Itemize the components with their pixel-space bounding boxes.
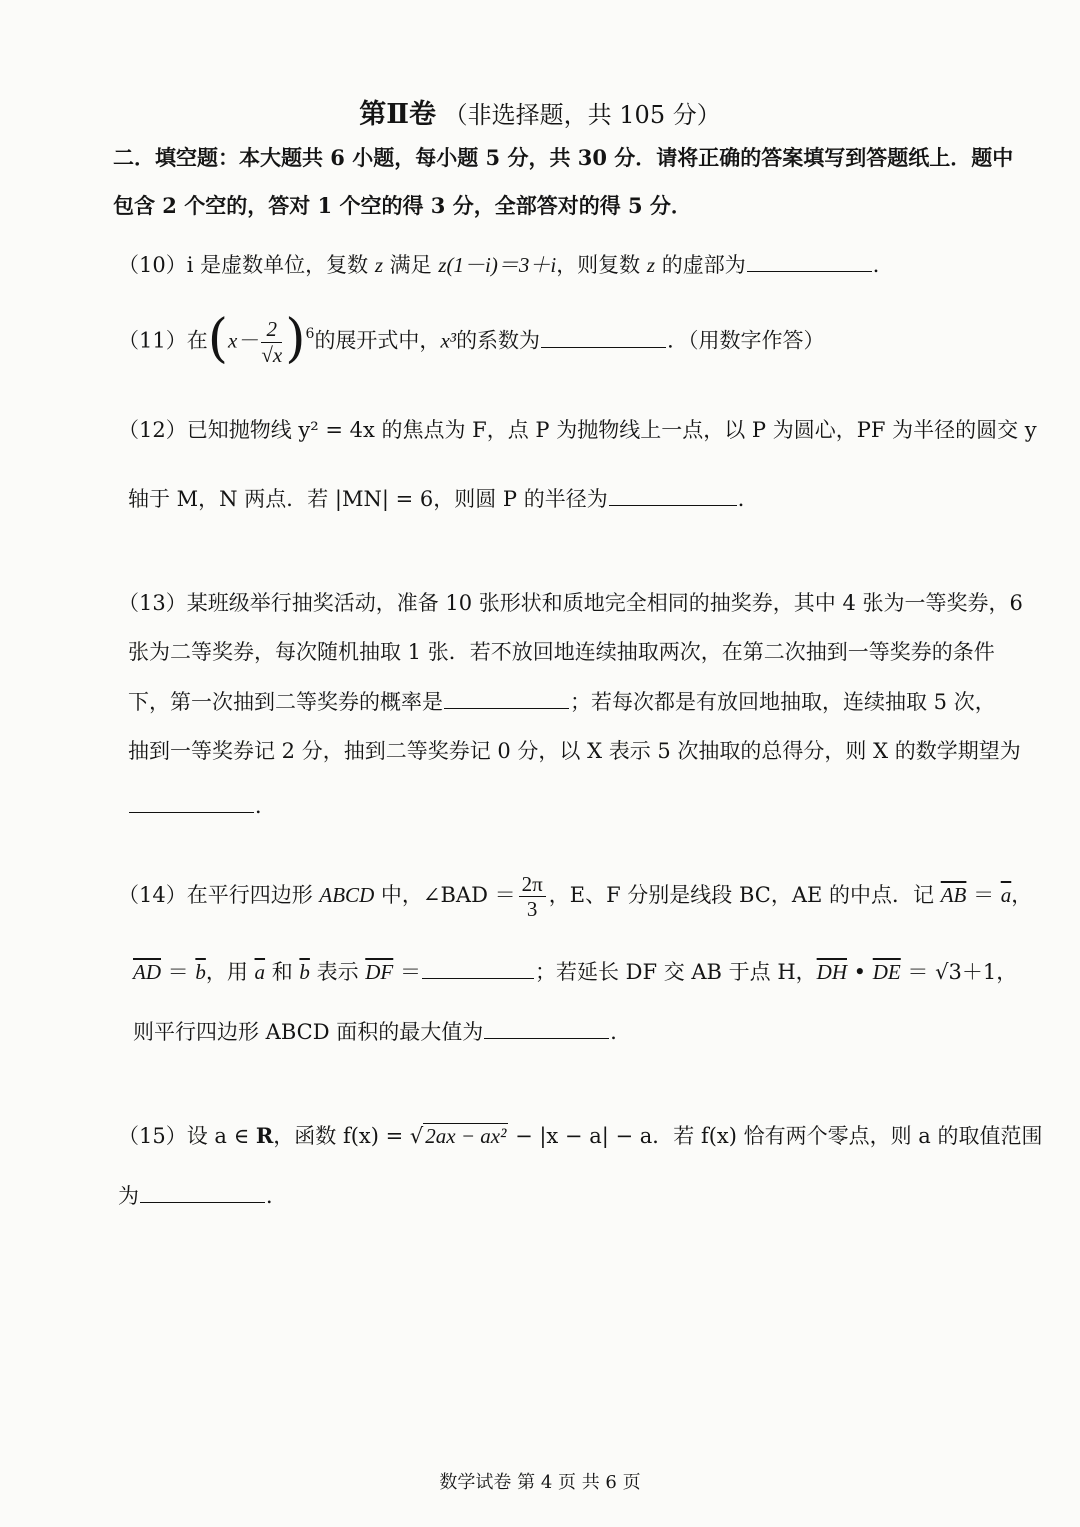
q14-abcd: ABCD xyxy=(319,883,375,908)
q14-text-a4: ＝ xyxy=(966,883,1001,908)
q10-var-z-2: z xyxy=(646,253,656,277)
q14-answer-blank-2[interactable] xyxy=(484,1038,609,1039)
q14-vector-b: $\overline{b}$ xyxy=(195,960,206,984)
q14-vector-ab: $\overline{AB}$ xyxy=(940,883,967,908)
question-13-line-2: 张为二等奖券，每次随机抽取 1 张．若不放回地连续抽取两次，在第二次抽到一等奖券的条件 xyxy=(128,640,995,664)
q11-denominator: √x xyxy=(261,342,283,367)
q14-vector-ad: $\overline{AD}$ xyxy=(133,960,161,984)
q13-text-3a: 下，第一次抽到二等奖券的概率是 xyxy=(128,690,443,714)
q14-vector-de: $\overline{DE}$ xyxy=(872,960,901,984)
left-paren: ( xyxy=(207,309,229,369)
q14-vector-b-2: $\overline{b}$ xyxy=(299,960,310,984)
q14-numerator: 2π xyxy=(519,872,546,897)
q10-text-4: 的虚部为 xyxy=(655,253,746,277)
q12-text: 轴于 M，N 两点．若 |MN| = 6，则圆 P 的半径为 xyxy=(128,487,608,511)
q14-text-a2: 中，∠BAD ＝ xyxy=(374,883,516,908)
question-13-line-1: （13）某班级举行抽奖活动，准备 10 张形状和质地完全相同的抽奖券，其中 4 张为一等奖券，6 xyxy=(118,591,1023,615)
question-15-line-1 xyxy=(118,1120,1043,1150)
q14-end: ． xyxy=(610,1020,632,1044)
page-footer: 数学试卷 第 4 页 共 6 页 xyxy=(439,1472,641,1493)
question-13-line-4: 抽到一等奖券记 2 分，抽到二等奖券记 0 分，以 X 表示 5 次抽取的总得分，则 X 的数学期望为 xyxy=(128,739,1021,763)
question-15-line-2 xyxy=(118,1180,287,1210)
question-13-line-5 xyxy=(128,790,276,820)
q14-text-c1: 则平行四边形 ABCD 面积的最大值为 xyxy=(133,1020,484,1044)
q11-answer-blank[interactable] xyxy=(541,347,666,348)
q15-answer-blank[interactable] xyxy=(140,1202,265,1203)
q14-text-b7: ；若延长 DF 交 AB 于点 H， xyxy=(534,960,817,984)
q12-answer-blank[interactable] xyxy=(609,505,737,506)
instructions-line-2: 包含 2 个空的，答对 1 个空的得 3 分，全部答对的得 5 分． xyxy=(113,193,692,218)
q14-text-b8: ＝ √3＋1， xyxy=(900,960,1018,984)
section-label: 第Ⅱ卷 xyxy=(359,99,437,130)
q11-number: （11）在 xyxy=(118,328,208,353)
q14-dot: • xyxy=(847,960,873,984)
q14-text-b5: 表示 xyxy=(309,960,366,984)
q13-end: ． xyxy=(255,794,276,818)
q11-numerator: 2 xyxy=(261,317,282,342)
q15-reals: R xyxy=(255,1123,274,1148)
q13-text-3b: ；若每次都是有放回地抽取，连续抽取 5 次， xyxy=(570,690,996,714)
q14-text-b6: ＝ xyxy=(393,960,421,984)
q14-vector-a: $\overline{a}$ xyxy=(1000,883,1012,908)
q11-end: ．（用数字作答） xyxy=(667,328,825,353)
q11-text-1: 的展开式中， xyxy=(314,328,441,353)
q10-text-2: 满足 xyxy=(383,253,439,277)
q11-text-2: 的系数为 xyxy=(456,328,541,353)
q14-text-b3: ，用 xyxy=(205,960,255,984)
q15-text-1b: ，函数 f(x) = xyxy=(273,1124,410,1148)
q10-equation: z(1－i)＝3＋i xyxy=(438,253,557,277)
q10-end: ． xyxy=(872,253,894,277)
section-title xyxy=(0,92,1080,131)
question-10 xyxy=(118,249,894,279)
question-14-line-2 xyxy=(133,956,1017,986)
instructions-line-1: 二．填空题：本大题共 6 小题，每小题 5 分，共 30 分．请将正确的答案填写到答题纸上．题中 xyxy=(113,145,1014,170)
question-12-line-2 xyxy=(128,483,759,513)
section-note: （非选择题，共 105 分） xyxy=(443,101,721,129)
q14-vector-a-2: $\overline{a}$ xyxy=(254,960,266,984)
q14-text-b4: 和 xyxy=(265,960,300,984)
q15-text-2a: 为 xyxy=(118,1184,139,1208)
q14-text-b2: ＝ xyxy=(161,960,196,984)
q14-text-a5: ， xyxy=(1011,883,1033,908)
q15-text-1a: （15）设 a ∈ xyxy=(118,1124,256,1148)
q11-fraction xyxy=(261,317,282,366)
q14-vector-df: $\overline{DF}$ xyxy=(365,960,394,984)
q14-text-a1: （14）在平行四边形 xyxy=(118,883,320,908)
q11-x-term: x－ xyxy=(228,328,259,353)
q13-answer-blank-1[interactable] xyxy=(444,708,569,709)
q15-end: ． xyxy=(266,1184,287,1208)
q10-var-z: z xyxy=(374,253,383,277)
q14-text-a3: ，E、F 分别是线段 BC，AE 的中点．记 xyxy=(548,883,941,908)
q10-text-1: i 是虚数单位，复数 xyxy=(186,253,375,277)
q10-number: （10） xyxy=(118,253,187,277)
q11-x-cubed: x³ xyxy=(440,328,457,353)
q12-end: ． xyxy=(737,487,759,511)
question-14-line-1 xyxy=(118,872,1032,921)
question-11 xyxy=(118,309,825,372)
q14-denominator: 3 xyxy=(526,897,538,922)
q14-angle-fraction xyxy=(519,872,546,921)
q11-exponent: 6 xyxy=(305,325,315,342)
question-14-line-3 xyxy=(133,1016,631,1046)
q15-radicand: 2ax − ax² xyxy=(425,1124,507,1148)
q15-text-1c: − |x − a| − a．若 f(x) 恰有两个零点，则 a 的取值范围 xyxy=(508,1124,1043,1148)
q10-text-3: ，则复数 xyxy=(556,253,647,277)
question-13-line-3 xyxy=(128,686,996,716)
right-paren: ) xyxy=(285,309,306,369)
q14-answer-blank-1[interactable] xyxy=(422,978,534,979)
question-12-line-1: （12）已知抛物线 y² = 4x 的焦点为 F，点 P 为抛物线上一点，以 P 为圆心，PF 为半径的圆交 y xyxy=(118,418,1037,442)
q10-answer-blank[interactable] xyxy=(747,271,872,272)
q14-vector-dh: $\overline{DH}$ xyxy=(816,960,847,984)
q15-sqrt-sign: √ xyxy=(409,1124,424,1148)
q13-answer-blank-2[interactable] xyxy=(129,812,254,813)
